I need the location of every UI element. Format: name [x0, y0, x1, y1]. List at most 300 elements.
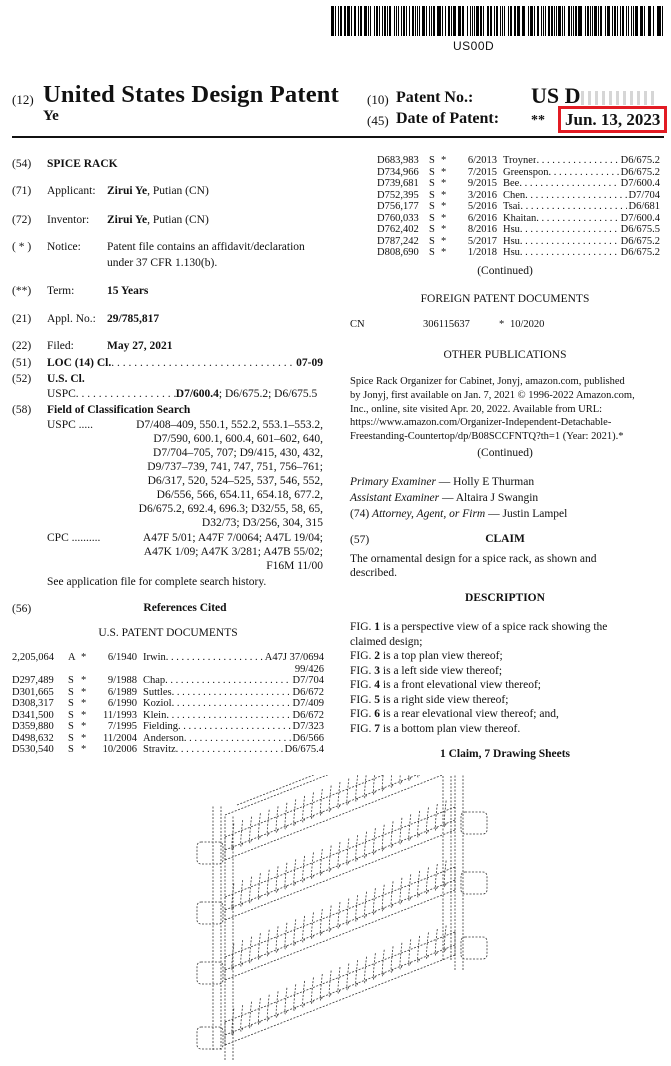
basket-wire [311, 852, 313, 878]
patent-no-label: Patent No.: [396, 89, 474, 106]
patent-name: Klein [143, 709, 167, 721]
foreign-star: * [499, 319, 505, 330]
term-label: Term: [47, 285, 75, 297]
appl-value: 29/785,817 [107, 313, 160, 325]
basket-wire [409, 939, 411, 965]
patent-no: 2,205,064 [12, 652, 54, 663]
fig-number: 2 [374, 650, 381, 662]
notice-line-1: Patent file contains an affidavit/declaration [107, 241, 305, 253]
patent-s: * [81, 732, 87, 744]
basket-wire [400, 943, 402, 969]
patent-row [12, 687, 324, 699]
leader-dots [520, 201, 626, 213]
basket-wire [285, 863, 287, 889]
code-22: (22) [12, 340, 32, 352]
fig-prefix: FIG. [350, 664, 375, 677]
code-52: (52) [12, 373, 32, 385]
applicant-label: Applicant: [47, 185, 96, 197]
uspc-secondary: ; D6/675.2; D6/675.5 [218, 388, 318, 400]
basket-wire [329, 970, 331, 996]
figure-line [350, 678, 665, 693]
basket-wire [338, 902, 340, 928]
basket-wire [382, 825, 384, 851]
inventor-location: , Putian (CN) [147, 214, 209, 226]
basket-wire [338, 782, 340, 808]
patent-k: A [68, 652, 76, 663]
assistant-examiner: Assistant Examiner — Altaira J Swangin [350, 492, 539, 504]
leader-dots [172, 698, 291, 710]
basket-wire [267, 995, 269, 1021]
patent-cls: D6/675.2 [620, 247, 660, 258]
cpc-class-line: A47K 1/09; A47K 3/281; A47B 55/02; [143, 546, 323, 558]
patent-s: * [81, 698, 87, 709]
patent-row [377, 236, 660, 248]
patent-cls: D6/675.5 [620, 224, 660, 235]
other-pubs-title: OTHER PUBLICATIONS [443, 349, 567, 361]
loc-label: LOC (14) Cl. [47, 357, 112, 369]
leader-dots [184, 733, 291, 745]
uspc-class-line: D7/704–705, 707; D9/415, 430, 432, [153, 447, 323, 459]
figure-line [350, 664, 665, 679]
uspc-class-line: D6/556, 566, 654.11, 654.18, 677.2, [156, 489, 323, 501]
patent-name: Hsu [503, 247, 520, 258]
basket-wire [382, 885, 384, 911]
basket-wire [444, 800, 446, 826]
patent-name: Irwin [143, 652, 166, 663]
fig-caption: claimed design; [350, 635, 423, 648]
code-72: (72) [12, 214, 32, 226]
basket-wire [320, 789, 322, 815]
basket-wire [435, 804, 437, 830]
foreign-date: 10/2020 [510, 319, 545, 330]
patent-k: S [68, 675, 74, 686]
rack-end-block [197, 902, 223, 924]
basket-wire [435, 929, 437, 955]
inventor-name: Zirui Ye [107, 214, 148, 226]
patent-no: D760,033 [377, 212, 419, 224]
basket-wire [276, 866, 278, 892]
fig-number: 7 [374, 722, 381, 735]
patent-cls: D6/675.2 [620, 235, 660, 247]
patent-s: * [81, 744, 87, 755]
inventor-value [107, 213, 209, 227]
leader-dots [166, 652, 263, 664]
patent-date: 9/1988 [107, 675, 137, 686]
basket-wire [303, 856, 305, 882]
foreign-country: CN [350, 319, 365, 330]
basket-wire [347, 899, 349, 925]
patent-k: S [68, 732, 74, 744]
basket-wire [250, 1002, 252, 1028]
code-71: (71) [12, 185, 32, 197]
publication-line: Freestanding-Countertop/dp/B08SCCFNTQ?th=1 (Year: 2021).* [350, 431, 624, 443]
patent-no: D683,983 [377, 155, 419, 166]
rack-edge [225, 775, 455, 815]
patent-s: * [81, 721, 87, 732]
barcode-number: US00D [453, 39, 495, 53]
patent-name: Chap [143, 675, 166, 686]
patent-cls: D7/323 [292, 721, 324, 732]
patent-name: Chen [503, 189, 526, 201]
patent-k: S [68, 709, 74, 721]
basket-wire [303, 796, 305, 822]
patent-no: D297,489 [12, 675, 54, 686]
patent-k: S [429, 166, 435, 178]
attorney: (74) Attorney, Agent, or Firm — Justin Lampel [350, 508, 568, 520]
rack-edge [237, 775, 467, 805]
basket-wire [303, 916, 305, 942]
leader-dots [536, 155, 618, 167]
basket-wire [373, 888, 375, 914]
basket-wire [258, 813, 260, 839]
patent-date: 8/2016 [467, 224, 497, 235]
basket-wire [320, 849, 322, 875]
patent-no: D359,880 [12, 721, 54, 732]
patent-no: D530,540 [12, 744, 54, 755]
patent-row [377, 178, 660, 190]
barcode-bar [340, 6, 342, 36]
patent-row [377, 224, 660, 236]
patent-s: * [441, 235, 447, 247]
basket-wire [285, 923, 287, 949]
basket-wire [285, 803, 287, 829]
notice-label: Notice: [47, 241, 81, 253]
patent-type-title: United States Design Patent [43, 81, 339, 108]
patent-row [12, 698, 324, 710]
fig-prefix: FIG. [350, 693, 375, 706]
figure-line [350, 620, 665, 635]
design-title: SPICE RACK [47, 158, 118, 170]
basket-wire [338, 967, 340, 993]
primary-examiner-label: Primary Examiner [350, 476, 436, 488]
patent-k: S [68, 721, 74, 732]
fig-number: 1 [374, 621, 381, 633]
basket-wire [320, 974, 322, 1000]
basket-wire [311, 977, 313, 1003]
patent-row [377, 213, 660, 225]
patent-row [377, 167, 660, 179]
basket-wire [258, 998, 260, 1024]
patent-name: Hsu [503, 224, 520, 235]
date-code: (45) [367, 113, 389, 128]
patent-k: S [429, 235, 435, 247]
publication-line: Inc., online, site visited Apr. 20, 2022. Available from URL: [350, 403, 603, 415]
figure-line [350, 707, 665, 722]
uspc-leader [76, 387, 176, 401]
patent-no: D756,177 [377, 201, 419, 212]
basket-wire [250, 877, 252, 903]
continued-1: (Continued) [477, 265, 533, 277]
basket-wire [373, 953, 375, 979]
patent-date: 6/2016 [467, 212, 497, 224]
basket-wire [435, 864, 437, 890]
basket-wire [329, 905, 331, 931]
patent-date: 6/2013 [467, 155, 497, 166]
basket-wire [356, 775, 358, 801]
leader-dots [520, 236, 619, 248]
cpc-class-line: F16M 11/00 [266, 560, 323, 572]
patent-s [81, 664, 93, 676]
patent-name: Fielding [143, 721, 179, 732]
basket-wire [365, 957, 367, 983]
field-uspc-label-text: USPC [47, 419, 76, 431]
basket-wire [276, 926, 278, 952]
basket-wire [329, 785, 331, 811]
leader-dots [536, 213, 618, 225]
patent-date: 6/1990 [107, 698, 137, 709]
date-value: Jun. 13, 2023 [558, 106, 667, 133]
left-patent-list [12, 652, 324, 756]
patent-date: 10/2006 [102, 744, 137, 755]
patent-row [12, 675, 324, 687]
basket-wire [426, 867, 428, 893]
leader-dots [519, 178, 618, 190]
basket-wire [365, 892, 367, 918]
basket-wire [276, 806, 278, 832]
field-search-label: Field of Classification Search [47, 404, 191, 416]
patent-cls: D6/672 [292, 686, 324, 698]
claim-text-line-2: described. [350, 567, 397, 579]
patent-date: 9/2015 [467, 178, 497, 189]
patent-k: S [429, 178, 435, 189]
basket-wire [276, 991, 278, 1017]
code-58: (58) [12, 404, 32, 416]
basket-wire [356, 960, 358, 986]
basket-wire [311, 912, 313, 938]
basket-wire [320, 909, 322, 935]
basket-wire [426, 932, 428, 958]
uspc-label: USPC [47, 388, 76, 400]
rack-end-block [461, 812, 487, 834]
attorney-label: Attorney, Agent, or Firm [372, 508, 486, 520]
basket-wire [338, 842, 340, 868]
primary-examiner: Primary Examiner — Holly E Thurman [350, 476, 535, 488]
patent-name: Stravitz [143, 744, 176, 755]
notice-line-2: under 37 CFR 1.130(b). [107, 257, 218, 269]
patent-name: Bee [503, 178, 520, 189]
basket-wire [241, 880, 243, 906]
patent-row [12, 710, 324, 722]
basket-wire [294, 984, 296, 1010]
fig-number: 3 [374, 664, 381, 677]
basket-wire [250, 937, 252, 963]
leader-dots [178, 721, 290, 733]
leader-dots [525, 190, 626, 202]
patent-no: D739,681 [377, 178, 419, 189]
patent-name: Suttles [143, 686, 172, 698]
patent-name: Koziol [143, 698, 172, 709]
basket-wire [329, 845, 331, 871]
code-21: (21) [12, 313, 32, 325]
fig-number: 6 [374, 708, 381, 720]
cpc-class-line: A47F 5/01; A47F 7/0064; A47L 19/04; [142, 532, 323, 544]
description-title: DESCRIPTION [465, 592, 545, 604]
leader-dots [165, 675, 290, 687]
patent-s: * [441, 247, 447, 258]
figure-line [350, 693, 665, 708]
basket-wire [400, 775, 402, 784]
rack-end-block [197, 962, 223, 984]
patent-name: Greenspon [503, 166, 549, 178]
us-patent-docs-title: U.S. PATENT DOCUMENTS [98, 627, 238, 639]
patent-cls: D6/675.2 [620, 155, 660, 166]
patent-s: * [441, 189, 447, 201]
patent-name: Anderson [143, 732, 184, 744]
right-patent-list [377, 155, 660, 259]
claim-text-line-1: The ornamental design for a spice rack, as shown and [350, 553, 597, 565]
patent-date: 3/2016 [467, 189, 497, 201]
patent-date: 7/1995 [107, 721, 137, 732]
basket-wire [418, 871, 420, 897]
patent-row [377, 201, 660, 213]
leader-dots [176, 744, 283, 756]
basket-wire [409, 874, 411, 900]
patent-k: S [429, 201, 435, 212]
appl-label: Appl. No.: [47, 313, 96, 325]
fig-number: 5 [374, 693, 381, 706]
patent-k: S [68, 744, 74, 755]
publication-line: by Jonyj, first available on Jan. 7, 2021 © 1996-2022 Amazon.com, [350, 389, 635, 401]
patent-cls: D7/600.4 [620, 178, 660, 189]
attorney-name: Justin Lampel [502, 508, 568, 520]
patent-s: * [441, 201, 447, 212]
basket-wire [418, 775, 420, 777]
assistant-examiner-name: Altaira J Swangin [455, 492, 539, 504]
patent-s: * [441, 166, 447, 178]
term-code: (**) [12, 285, 32, 297]
patent-cls: D7/704 [628, 189, 660, 201]
patent-s: * [81, 709, 87, 721]
fig-caption: is a bottom plan view thereof. [380, 722, 521, 735]
fig-prefix: FIG. [350, 621, 375, 633]
patent-no: D308,317 [12, 698, 54, 709]
uspc-class-line: D7/590, 600.1, 600.4, 601–602, 640, [153, 433, 323, 445]
field-uspc-lines [100, 418, 323, 530]
patent-no: D787,242 [377, 235, 419, 247]
continued-2: (Continued) [477, 447, 533, 459]
basket-wire [382, 950, 384, 976]
patent-cls: D7/600.4 [620, 212, 660, 224]
patent-no: D734,966 [377, 166, 419, 178]
foreign-docs-title: FOREIGN PATENT DOCUMENTS [420, 293, 590, 305]
rack-lines [197, 775, 487, 1060]
basket-wire [294, 859, 296, 885]
patent-no: D808,690 [377, 247, 419, 258]
basket-wire [400, 818, 402, 844]
leader-dots [520, 247, 619, 259]
uspc-primary: D7/600.4 [175, 388, 219, 400]
basket-wire [267, 810, 269, 836]
inventor-surname: Ye [43, 108, 59, 124]
filed-label: Filed: [47, 340, 74, 352]
rack-edge [225, 775, 455, 860]
basket-wire [294, 919, 296, 945]
code-56: (56) [12, 603, 32, 615]
patent-s: * [81, 686, 87, 698]
date-label: Date of Patent: [396, 110, 500, 127]
figure-descriptions [350, 620, 665, 736]
fig-prefix: FIG. [350, 650, 375, 662]
claims-sheets: 1 Claim, 7 Drawing Sheets [439, 748, 570, 760]
basket-wire [391, 775, 393, 787]
basket-wire [267, 930, 269, 956]
patent-s: * [441, 224, 447, 235]
basket-wire [391, 881, 393, 907]
uspc-class-line: D7/408–409, 550.1, 552.2, 553.1–553.2, [136, 419, 323, 431]
rack-edge [225, 775, 455, 850]
patent-no [12, 664, 68, 676]
code-54: (54) [12, 158, 32, 170]
fig-caption: is a rear elevational view thereof; and, [380, 708, 559, 720]
basket-wire [267, 870, 269, 896]
loc-row [47, 356, 323, 370]
primary-examiner-name: Holly E Thurman [453, 476, 535, 488]
basket-wire [311, 792, 313, 818]
patent-s: * [441, 178, 447, 189]
patent-s: * [81, 675, 87, 686]
basket-wire [356, 835, 358, 861]
basket-wire [418, 936, 420, 962]
rack-end-block [461, 937, 487, 959]
patent-no: D341,500 [12, 709, 54, 721]
patent-cls: 99/426 [294, 663, 324, 675]
search-history-note: See application file for complete search history. [47, 576, 267, 588]
patent-row [377, 190, 660, 202]
claim-title: CLAIM [485, 533, 525, 545]
fig-caption: is a front elevational view thereof; [380, 679, 541, 691]
uscl-label: U.S. Cl. [47, 373, 85, 385]
basket-wire [303, 981, 305, 1007]
basket-wire [347, 779, 349, 805]
patent-no-text: US D [531, 83, 581, 108]
patent-cls: D7/704 [292, 675, 324, 686]
cpc-label: CPC .......... [47, 532, 101, 544]
patent-cls: D6/675.2 [620, 166, 660, 178]
patent-name: Tsai [503, 201, 521, 212]
patent-cls: D6/681 [628, 201, 660, 212]
patent-date: 11/2004 [102, 732, 137, 744]
fig-caption: is a left side view thereof; [380, 664, 503, 677]
figure-line [350, 635, 665, 650]
foreign-number: 306115637 [423, 319, 470, 330]
basket-wire [391, 821, 393, 847]
fig-prefix: FIG. [350, 679, 375, 691]
claim-text [350, 552, 665, 580]
spice-rack-drawing [150, 775, 500, 1065]
fig-caption: is a top plan view thereof; [380, 650, 503, 662]
basket-wire [285, 988, 287, 1014]
basket-wire [294, 799, 296, 825]
patent-cls: D6/675.4 [284, 744, 324, 755]
basket-wire [409, 814, 411, 840]
applicant-location: , Putian (CN) [147, 185, 209, 197]
basket-wire [241, 940, 243, 966]
patent-k: S [429, 212, 435, 224]
basket-wire [258, 933, 260, 959]
fig-prefix: FIG. [350, 722, 375, 735]
patent-row [377, 155, 660, 167]
patent-row [12, 652, 324, 664]
loc-value: 07-09 [296, 357, 323, 369]
fig-caption: is a perspective view of a spice rack showing the [380, 621, 608, 633]
leader-dots [166, 710, 290, 722]
basket-wire [373, 828, 375, 854]
patent-k: S [429, 189, 435, 201]
patent-row [12, 664, 324, 676]
applicant-value [107, 184, 209, 198]
fig-caption: is a right side view thereof; [380, 693, 509, 706]
patent-no: D752,395 [377, 189, 419, 201]
